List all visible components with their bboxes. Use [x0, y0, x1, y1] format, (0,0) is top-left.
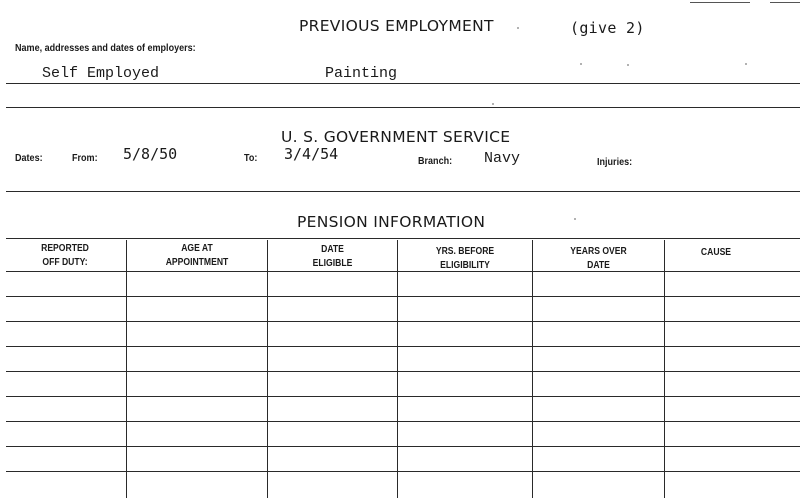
- table-row-rule: [6, 346, 800, 347]
- government-service-line: [6, 191, 800, 192]
- to-date-value: 3/4/54: [284, 145, 339, 163]
- to-label: To:: [244, 152, 258, 164]
- column-header-date-eligible: DATE ELIGIBLE: [312, 244, 353, 269]
- scan-speck: [574, 218, 576, 220]
- scan-speck: [745, 63, 747, 65]
- dates-label: Dates:: [15, 152, 43, 164]
- government-service-heading: U. S. GOVERNMENT SERVICE: [281, 128, 511, 146]
- scan-speck: [492, 103, 494, 105]
- column-header-years-over-date: YEARS OVER DATE: [570, 246, 627, 271]
- column-divider: [532, 240, 533, 498]
- edge-fragment: [690, 2, 750, 3]
- branch-value: Navy: [484, 150, 521, 167]
- employers-label: Name, addresses and dates of employers:: [15, 42, 196, 54]
- table-row-rule: [6, 371, 800, 372]
- table-row-rule: [6, 396, 800, 397]
- branch-label: Branch:: [418, 155, 453, 167]
- column-header-years-before-eligibility: YRS. BEFORE ELIGIBILITY: [435, 246, 495, 271]
- table-header-bottom-rule: [6, 271, 800, 272]
- table-row-rule: [6, 446, 800, 447]
- employer-line-2: [6, 107, 800, 108]
- edge-fragment: [770, 2, 800, 3]
- table-row-rule: [6, 471, 800, 472]
- scan-speck: [517, 27, 519, 29]
- give-two-note: (give 2): [570, 19, 645, 37]
- column-divider: [267, 240, 268, 498]
- column-header-cause: CAUSE: [700, 247, 732, 258]
- injuries-label: Injuries:: [597, 156, 633, 168]
- table-row-rule: [6, 421, 800, 422]
- table-row-rule: [6, 296, 800, 297]
- column-divider: [397, 240, 398, 498]
- employer-work-value: Painting: [325, 65, 398, 82]
- table-top-border: [6, 238, 800, 239]
- column-header-age-at-appointment: AGE AT APPOINTMENT: [165, 243, 229, 268]
- column-divider: [664, 240, 665, 498]
- column-header-reported-off-duty: REPORTED OFF DUTY:: [41, 243, 89, 268]
- pension-information-heading: PENSION INFORMATION: [297, 213, 486, 231]
- table-row-rule: [6, 321, 800, 322]
- scan-speck: [580, 63, 582, 65]
- employer-name-value: Self Employed: [42, 65, 160, 82]
- employer-line-1: [6, 83, 800, 84]
- from-label: From:: [72, 152, 98, 164]
- previous-employment-heading: PREVIOUS EMPLOYMENT: [299, 17, 494, 35]
- column-divider: [126, 240, 127, 498]
- from-date-value: 5/8/50: [123, 145, 178, 163]
- scan-speck: [627, 64, 629, 66]
